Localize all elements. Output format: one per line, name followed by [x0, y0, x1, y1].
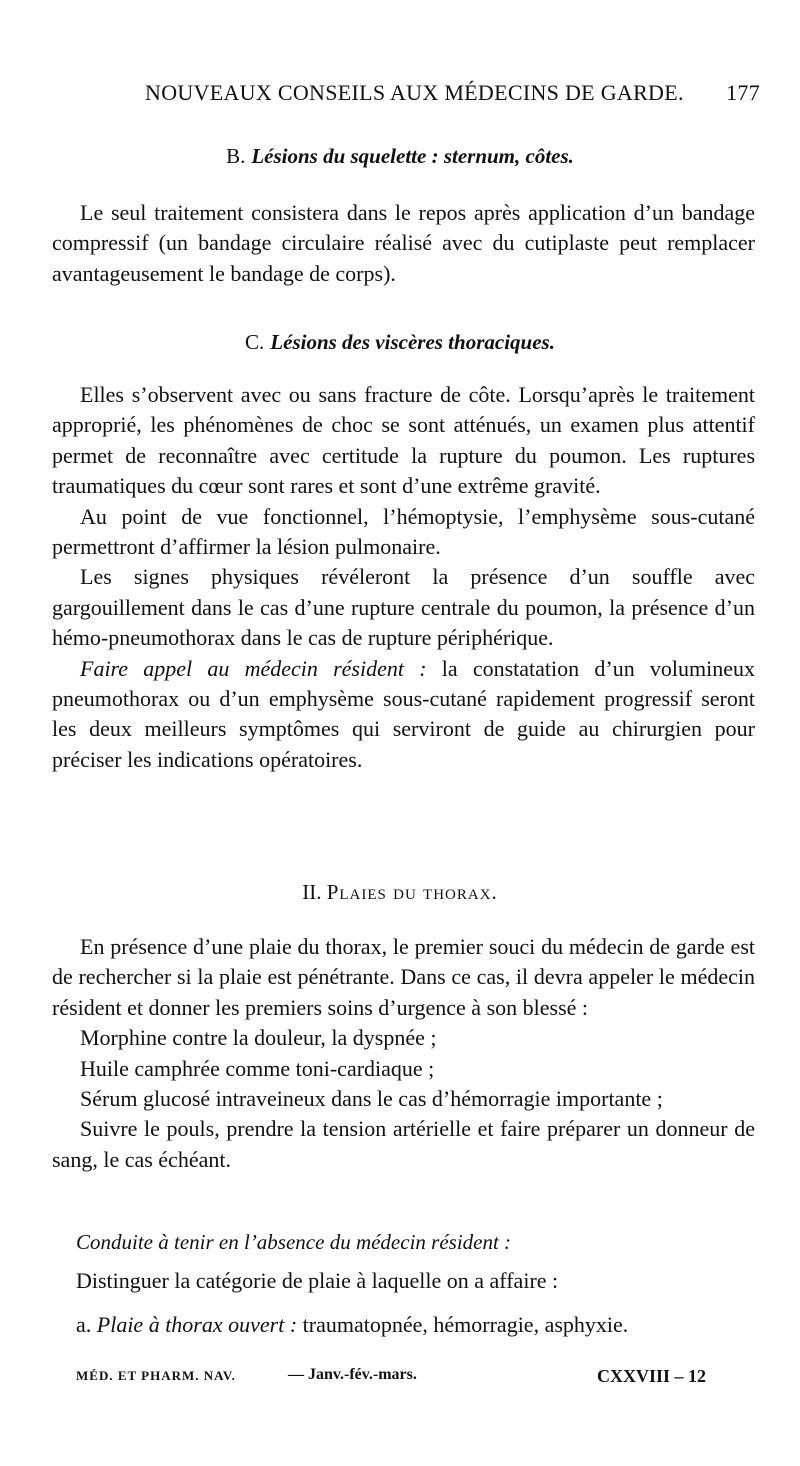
paragraph [52, 654, 755, 776]
list-item: Suivre le pouls, prendre la tension artérielle et faire préparer un donneur de sang, le cas échéant. [52, 1116, 755, 1172]
heading-title: Plaies du thorax. [326, 880, 498, 904]
paragraph: Les signes physiques révéleront la présence d’un souffle avec gargouillement dans le cas d’une rupture centrale du poumon, la présence d’un hémo-pneumothorax dans le cas de rupture périphérique. [52, 564, 755, 651]
paragraph: Le seul traitement consistera dans le repos après application d’un bandage compressif (un bandage circulaire réalisé avec du cutiplaste peut remplacer avantageusement le bandage de corps). [52, 200, 755, 286]
emphasis: Faire appel au médecin résident : [80, 655, 427, 681]
paragraph-section-b [52, 198, 755, 289]
heading-section-ii [0, 880, 800, 905]
heading-letter: C. [245, 330, 265, 354]
item-letter: a. [76, 1312, 92, 1337]
line-distinguer: Distinguer la catégorie de plaie à laquelle on a affaire : [76, 1268, 559, 1293]
body-section-c [52, 380, 755, 775]
heading-title: Lésions des viscères thoraciques. [270, 330, 555, 354]
footer-journal: MÉD. ET PHARM. NAV. [76, 1368, 236, 1383]
paragraph: Au point de vue fonctionnel, l’hémoptysie, l’emphysème sous-cutané permettront d’affirmer la lésion pulmonaire. [52, 503, 755, 560]
heading-section-b [0, 144, 800, 169]
subheading-conduite: Conduite à tenir en l’absence du médecin résident : [76, 1230, 512, 1254]
line-plaie-thorax-ouvert [76, 1312, 756, 1338]
footer-issue: — Janv.-fév.-mars. [288, 1366, 417, 1383]
list-item: Morphine contre la douleur, la dyspnée ; [80, 1025, 437, 1051]
list-item: Sérum glucosé intraveineux dans le cas d’hémorragie importante ; [80, 1086, 663, 1112]
paragraph: Elles s’observent avec ou sans fracture de côte. Lorsqu’après le traitement approprié, les phénomènes de choc se sont atténués, un examen plus attentif permet de reconnaître avec certitude la rupture du poumon. Les ruptures traumatiques du cœur sont rares et sont d’une extrême gravité. [52, 382, 755, 499]
running-title: NOUVEAUX CONSEILS AUX MÉDECINS DE GARDE. [145, 80, 684, 105]
running-header [145, 80, 760, 114]
body-section-ii [52, 932, 755, 1175]
line-text: traumatopnée, hémorragie, asphyxie. [297, 1312, 629, 1337]
footer-volume: CXXVIII – 12 [596, 1366, 706, 1386]
page-number: 177 [726, 80, 760, 105]
paragraph: En présence d’une plaie du thorax, le premier souci du médecin de garde est de rechercher si la plaie est pénétrante. Dans ce cas, il devra appeler le médecin résident et donner les premiers soins d’urgence à son blessé : [52, 934, 755, 1020]
list-item: Huile camphrée comme toni-cardiaque ; [80, 1055, 435, 1081]
heading-numeral: II. [302, 880, 322, 904]
heading-letter: B. [226, 144, 246, 168]
heading-section-c [0, 330, 800, 355]
page-footer [76, 1366, 706, 1392]
emphasis: Plaie à thorax ouvert : [96, 1312, 298, 1337]
heading-title: Lésions du squelette : sternum, côtes. [251, 144, 574, 168]
paragraph-text: la constatation d’un volumineux pneumothorax ou d’un emphysème sous-cutané rapidement progressif seront les deux meilleurs symptômes qui serviront de guide au chirurgien pour préciser les indications opératoires. [52, 655, 756, 772]
